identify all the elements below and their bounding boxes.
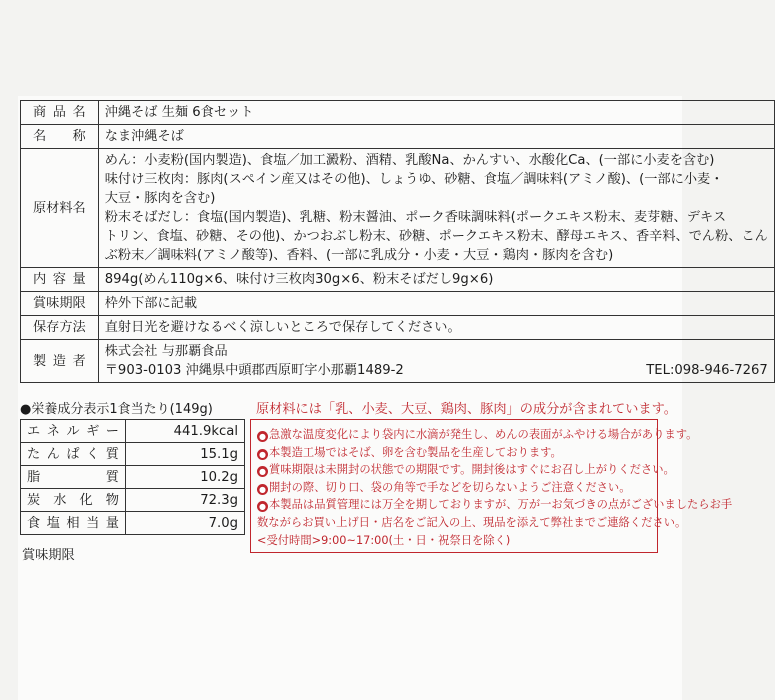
- spec-row-storage: [21, 316, 775, 340]
- spec-value: 直射日光を避けなるべく涼しいところで保存してください。: [98, 316, 774, 340]
- nutrition-value: 7.0g: [126, 512, 245, 535]
- caution-item: ● 本製造工場ではそば、卵を含む製品を生産しております。: [259, 445, 562, 459]
- ingredient-line: めん：小麦粉(国内製造)、食塩／加工澱粉、酒精、乳酸Na、かんすい、水酸化Ca、(一部に小麦を含む): [104, 153, 715, 168]
- ingredient-line: ぶ粉末／調味料(アミノ酸等)、香料、(一部に乳成分・小麦・大豆・鶏肉・豚肉を含む): [104, 248, 614, 263]
- bullet-icon: ●: [257, 484, 268, 495]
- spec-key: 製 造 者: [21, 340, 99, 383]
- spec-key: 賞味期限: [21, 292, 99, 316]
- spec-key: 商 品 名: [21, 101, 99, 125]
- nutrition-row: [21, 489, 245, 512]
- ingredient-line: 大豆・豚肉を含む): [104, 191, 216, 206]
- nutrition-label: 食塩相当量: [21, 512, 126, 535]
- bullet-icon: ●: [257, 466, 268, 477]
- spec-row-product: [21, 101, 775, 125]
- nutrition-row: [21, 420, 245, 443]
- caution-item: ● 賞味期限は未開封の状態での期限です。開封後はすぐにお召し上がりください。: [259, 463, 675, 477]
- bullet-icon: ●: [257, 501, 268, 512]
- spec-row-expiry: [21, 292, 775, 316]
- spec-key: 内 容 量: [21, 268, 99, 292]
- nutrition-value: 441.9kcal: [126, 420, 245, 443]
- nutrition-row: [21, 443, 245, 466]
- maker-tel: TEL:098-946-7267: [646, 363, 768, 378]
- spec-value: 沖縄そば 生麺 6食セット: [98, 101, 774, 125]
- ingredient-line: トリン、食塩、砂糖、その他)、かつおぶし粉末、砂糖、ポークエキス粉末、酵母エキス、香辛料、でん粉、こん: [104, 229, 768, 244]
- ingredients-list: [98, 149, 774, 268]
- bullet-icon: ●: [257, 449, 268, 460]
- caution-box: [250, 419, 733, 553]
- spec-value: 894g(めん110g×6、味付け三枚肉30g×6、粉末そばだし9g×6): [98, 268, 774, 292]
- spec-row-maker: [21, 340, 775, 383]
- spec-value: 枠外下部に記載: [98, 292, 774, 316]
- maker-info: [98, 340, 774, 383]
- caution-item: ● 本製品は品質管理には万全を期しておりますが、万が一お気づきの点がございましたらお手: [259, 498, 733, 512]
- spec-key: 原材料名: [21, 149, 99, 268]
- nutrition-value: 72.3g: [126, 489, 245, 512]
- product-spec-table: [20, 100, 775, 383]
- ingredient-line: 味付け三枚肉：豚肉(スペイン産又はその他)、しょうゆ、砂糖、食塩／調味料(アミノ酸)、(一部に小麦・: [104, 172, 724, 187]
- maker-address: 〒903-0103 沖縄県中頭郡西原町字小那覇1489-2: [104, 363, 404, 378]
- nutrition-label: エネルギー: [21, 420, 126, 443]
- ingredient-line: 粉末そばだし：食塩(国内製造)、乳糖、粉末醤油、ポーク香味調味料(ポークエキス粉末、麦芽糖、デキス: [104, 210, 727, 225]
- caution-item: ● 急激な温度変化により袋内に水滴が発生し、めんの表面がふやける場合があります。: [259, 428, 698, 441]
- nutrition-row: [21, 466, 245, 489]
- nutrition-value: 15.1g: [126, 443, 245, 466]
- spec-row-name: [21, 125, 775, 149]
- nutrition-label: 炭 水 化 物: [21, 489, 126, 512]
- maker-name: 株式会社 与那覇食品: [104, 344, 228, 359]
- nutrition-title: ●栄養成分表示1食当たり(149g): [20, 402, 213, 417]
- spec-key: 名 称: [21, 125, 99, 149]
- caution-item-continued: 数ながらお買い上げ日・店名をご記入の上、現品を添えて弊社までご連絡ください。: [257, 515, 687, 529]
- nutrition-label: たんぱく質: [21, 443, 126, 466]
- spec-row-content: [21, 268, 775, 292]
- nutrition-label: 脂 質: [21, 466, 126, 489]
- nutrition-row: [21, 512, 245, 535]
- caution-item: ● 開封の際、切り口、袋の角等で手などを切らないようご注意ください。: [259, 480, 631, 494]
- nutrition-value: 10.2g: [126, 466, 245, 489]
- allergen-notice: 原材料には「乳、小麦、大豆、鶏肉、豚肉」の成分が含まれています。: [256, 402, 677, 417]
- reception-hours: <受付時間>9:00~17:00(土・日・祝祭日を除く): [257, 533, 511, 547]
- spec-row-ingredients: [21, 149, 775, 268]
- spec-value: なま沖縄そば: [98, 125, 774, 149]
- spec-key: 保存方法: [21, 316, 99, 340]
- bullet-icon: ●: [257, 431, 268, 442]
- cut-off-expiry-label: [22, 546, 75, 555]
- nutrition-table: [20, 419, 245, 535]
